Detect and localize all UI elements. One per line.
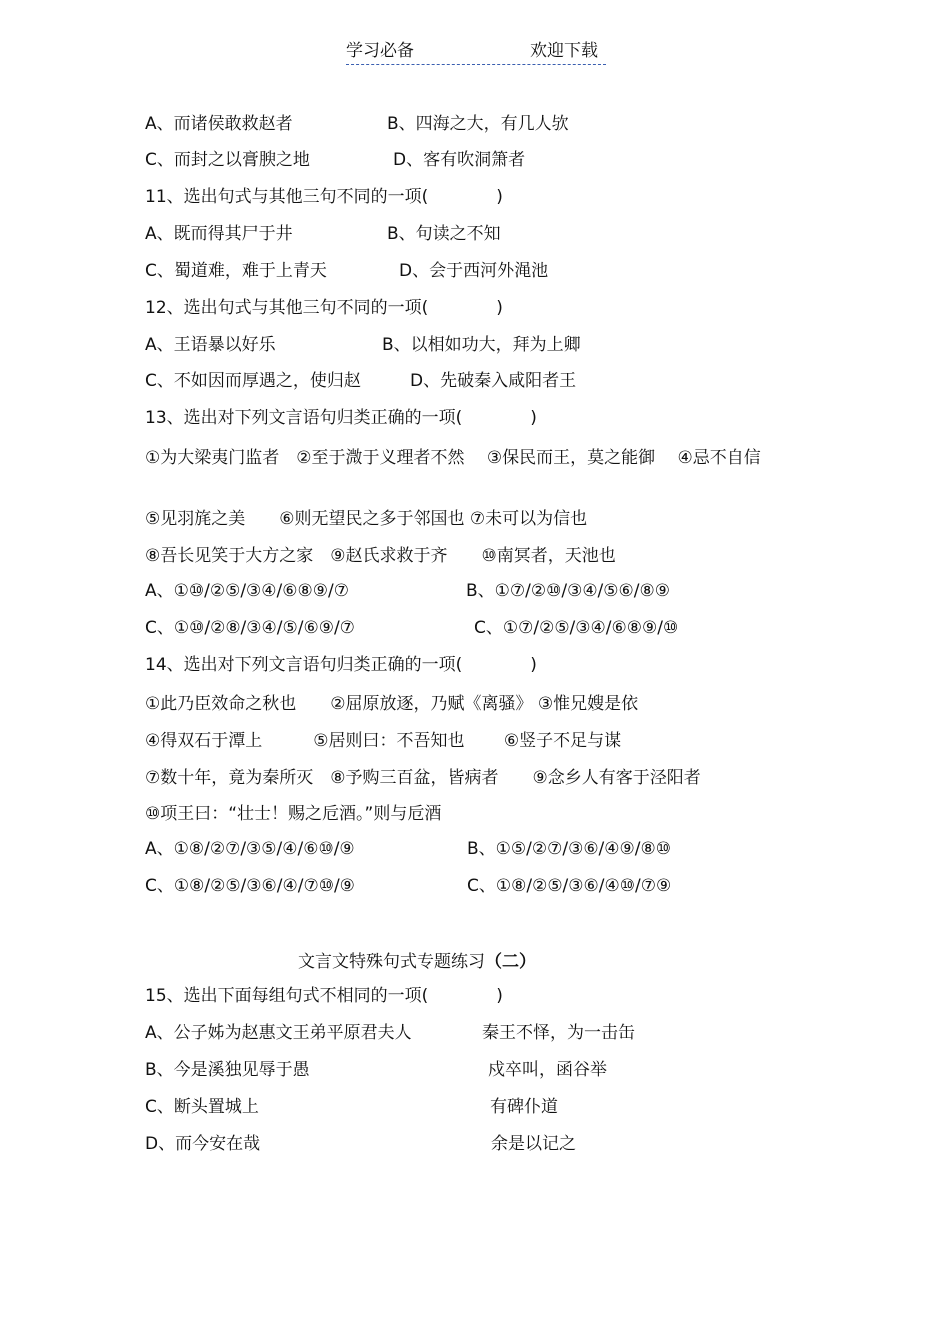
section-title-number: （二）	[485, 952, 536, 972]
q13-options-row-1	[145, 580, 670, 602]
q11-option-b: B、句读之不知	[387, 224, 501, 244]
q15-option-b-left: B、今是溪独见辱于愚	[145, 1060, 310, 1080]
q14-stem: 14、选出对下列文言语句归类正确的一项( )	[145, 655, 537, 675]
q13-option-d: C、①⑦/②⑤/③④/⑥⑧⑨/⑩	[474, 618, 679, 638]
q12-option-c: C、不如因而厚遇之，使归赵	[145, 371, 361, 391]
q10-option-d: D、客有吹洞箫者	[393, 150, 526, 170]
q14-options-row-1	[145, 838, 671, 860]
q11-stem: 11、选出句式与其他三句不同的一项( )	[145, 187, 503, 207]
q11-option-a: A、既而得其尸于井	[145, 224, 293, 244]
q11-options-row-1	[145, 223, 501, 245]
header-left-text: 学习必备	[346, 41, 414, 61]
q14-option-c: C、①⑧/②⑤/③⑥/④/⑦⑩/⑨	[145, 876, 355, 896]
q13-sentences-1: ①为大梁夷门监者 ②至于溦于义理者不然 ③保民而王，莫之能御 ④忌不自信	[145, 448, 761, 468]
q12-stem: 12、选出句式与其他三句不同的一项( )	[145, 298, 503, 318]
q14-sentences-1: ①此乃臣效命之秋也 ②屈原放逐，乃赋《离骚》 ③惟兄嫂是依	[145, 694, 639, 714]
q15-option-b-right: 戍卒叫，函谷举	[488, 1060, 607, 1080]
q11-options-row-2	[145, 260, 549, 282]
q13-option-b: B、①⑦/②⑩/③④/⑤⑥/⑧⑨	[466, 581, 670, 601]
q14-sentences-4: ⑩项王曰：“壮士！赐之卮酒。”则与卮酒	[145, 804, 442, 824]
q13-option-c: C、①⑩/②⑧/③④/⑤/⑥⑨/⑦	[145, 618, 355, 638]
q14-sentences-3: ⑦数十年，竟为秦所灭 ⑧予购三百盆，皆病者 ⑨念乡人有客于泾阳者	[145, 768, 701, 788]
q10-option-b: B、四海之大，有几人欤	[387, 114, 569, 134]
q12-option-b: B、以相如功大，拜为上卿	[382, 335, 581, 355]
q13-sentences-2: ⑤见羽旄之美 ⑥则无望民之多于邻国也 ⑦未可以为信也	[145, 509, 588, 529]
q14-option-b: B、①⑤/②⑦/③⑥/④⑨/⑧⑩	[467, 839, 671, 859]
q13-option-a: A、①⑩/②⑤/③④/⑥⑧⑨/⑦	[145, 581, 349, 601]
q10-options-row-1	[145, 113, 569, 135]
q14-option-a: A、①⑧/②⑦/③⑤/④/⑥⑩/⑨	[145, 839, 355, 859]
q11-option-d: D、会于西河外渑池	[399, 261, 549, 281]
q15-option-d-left: D、而今安在哉	[145, 1134, 261, 1154]
q12-option-d: D、先破秦入咸阳者王	[410, 371, 577, 391]
header-right-text: 欢迎下载	[530, 41, 598, 61]
q10-option-a: A、而诸侯敢救赵者	[145, 114, 293, 134]
q15-option-c-right: 有碑仆道	[490, 1097, 558, 1117]
section-title-text: 文言文特殊句式专题练习	[298, 952, 485, 972]
q10-options-row-2	[145, 149, 526, 171]
q15-option-c-left: C、断头置城上	[145, 1097, 259, 1117]
q11-option-c: C、蜀道难，难于上青天	[145, 261, 327, 281]
q14-options-row-2	[145, 875, 672, 897]
q12-options-row-2	[145, 370, 577, 392]
q15-option-d-row	[145, 1133, 576, 1155]
q15-option-c-row	[145, 1096, 558, 1118]
q13-stem: 13、选出对下列文言语句归类正确的一项( )	[145, 408, 537, 428]
q15-option-a-row	[145, 1022, 635, 1044]
section-title	[298, 951, 536, 973]
q14-option-d: C、①⑧/②⑤/③⑥/④⑩/⑦⑨	[467, 876, 672, 896]
q13-sentences-3: ⑧吾长见笑于大方之家 ⑨赵氏求救于齐 ⑩南冥者，天池也	[145, 546, 616, 566]
q12-options-row-1	[145, 334, 581, 356]
q15-option-b-row	[145, 1059, 607, 1081]
q12-option-a: A、王语暴以好乐	[145, 335, 276, 355]
q15-stem: 15、选出下面每组句式不相同的一项( )	[145, 986, 503, 1006]
q15-option-a-right: 秦王不怿，为一击缶	[482, 1023, 635, 1043]
q10-option-c: C、而封之以膏腴之地	[145, 150, 310, 170]
page-header	[346, 40, 606, 65]
q15-option-d-right: 余是以记之	[491, 1134, 576, 1154]
q15-option-a-left: A、公子姊为赵惠文王弟平原君夫人	[145, 1023, 412, 1043]
q13-options-row-2	[145, 617, 679, 639]
q14-sentences-2: ④得双石于潭上 ⑤居则曰：不吾知也 ⑥竖子不足与谋	[145, 731, 622, 751]
